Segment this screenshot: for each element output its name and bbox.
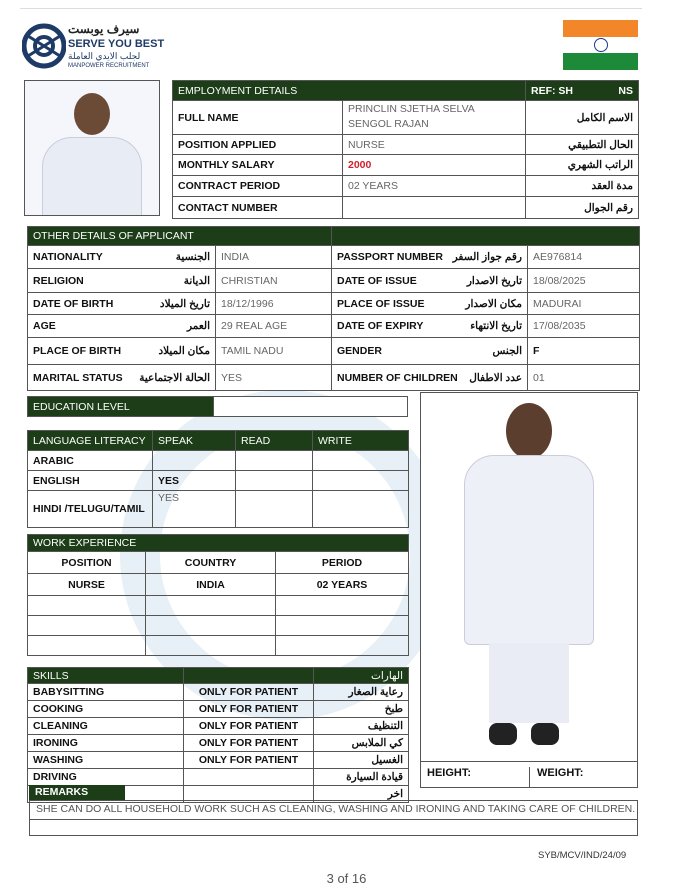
- full-name-arabic: الاسم الكامل: [526, 101, 639, 135]
- skill-name: IRONING: [28, 735, 184, 752]
- skill-value: ONLY FOR PATIENT: [184, 735, 314, 752]
- other-details-header: OTHER DETAILS OF APPLICANT: [28, 227, 332, 246]
- skill-row: [28, 735, 409, 752]
- skill-row: [28, 752, 409, 769]
- contact-label: CONTACT NUMBER: [173, 197, 343, 219]
- other-details-row: [28, 315, 640, 338]
- education-header: EDUCATION LEVEL: [28, 397, 214, 417]
- ref-label: REF: SH: [531, 84, 574, 97]
- write-value: [313, 491, 409, 528]
- field-value: MADURAI: [528, 293, 640, 315]
- field-value: F: [528, 338, 640, 365]
- language-name: ARABIC: [28, 451, 153, 471]
- field-value: YES: [216, 365, 332, 391]
- field-label: [28, 338, 216, 365]
- education-table: [27, 396, 408, 417]
- skill-name: COOKING: [28, 701, 184, 718]
- skill-row: [28, 684, 409, 701]
- field-label-ar: العمر: [186, 320, 210, 332]
- read-value: [236, 471, 313, 491]
- field-label-en: DATE OF ISSUE: [337, 274, 417, 287]
- contact-value: [343, 197, 526, 219]
- field-value: INDIA: [216, 246, 332, 269]
- field-value: 18/08/2025: [528, 269, 640, 293]
- work-header: WORK EXPERIENCE: [28, 535, 409, 552]
- skill-name: WASHING: [28, 752, 184, 769]
- logo-name: SERVE YOU BEST: [68, 38, 165, 50]
- skill-value: ONLY FOR PATIENT: [184, 718, 314, 735]
- skill-row: [28, 701, 409, 718]
- field-label-en: DATE OF EXPIRY: [337, 320, 424, 332]
- skill-arabic: قيادة السيارة: [314, 769, 409, 786]
- field-label-en: NATIONALITY: [33, 251, 103, 263]
- logo-sub: MANPOWER RECRUITMENT: [68, 63, 150, 69]
- period-col: PERIOD: [276, 552, 409, 574]
- field-value: 01: [528, 365, 640, 391]
- other-details-row: [28, 365, 640, 391]
- field-label: [28, 246, 216, 269]
- field-label-ar: الجنسية: [175, 251, 210, 263]
- education-value: [214, 397, 408, 417]
- field-label-en: PLACE OF BIRTH: [33, 345, 122, 357]
- field-label-ar: الحالة الاجتماعية: [139, 371, 210, 384]
- field-label-ar: تاريخ الانتهاء: [470, 320, 522, 332]
- position-arabic: الحال التطبيقي: [526, 135, 639, 155]
- skill-arabic: رعاية الصغار: [314, 684, 409, 701]
- write-value: [313, 471, 409, 491]
- other-details-table: [27, 226, 640, 391]
- contract-label: CONTRACT PERIOD: [173, 176, 343, 197]
- field-label-en: RELIGION: [33, 274, 84, 287]
- applicant-photo-full: [420, 392, 638, 788]
- work-position: NURSE: [28, 574, 146, 596]
- skill-value: ONLY FOR PATIENT: [184, 684, 314, 701]
- read-value: [236, 491, 313, 528]
- field-label-ar: تاريخ الاصدار: [466, 274, 522, 287]
- other-details-row: [28, 269, 640, 293]
- read-header: READ: [236, 431, 313, 451]
- language-name: HINDI /TELUGU/TAMIL: [28, 491, 153, 528]
- ref-suffix: NS: [618, 84, 634, 97]
- work-experience-table: [27, 534, 409, 656]
- skill-value: ONLY FOR PATIENT: [184, 752, 314, 769]
- speak-header: SPEAK: [153, 431, 236, 451]
- other-details-row: [28, 246, 640, 269]
- work-country: INDIA: [146, 574, 276, 596]
- field-label-en: PASSPORT NUMBER: [337, 251, 443, 263]
- write-value: [313, 451, 409, 471]
- field-label: [332, 315, 528, 338]
- skill-name: DRIVING: [28, 769, 184, 786]
- ref-cell: [526, 81, 639, 101]
- speak-value: YES: [153, 491, 236, 528]
- field-label: [28, 269, 216, 293]
- speak-value: YES: [153, 471, 236, 491]
- height-label: HEIGHT:: [427, 767, 530, 788]
- position-col: POSITION: [28, 552, 146, 574]
- skill-other-arabic: اخر: [314, 786, 409, 803]
- applicant-photo-small: [24, 80, 160, 216]
- skill-arabic: الغسيل: [314, 752, 409, 769]
- field-label-en: NUMBER OF CHILDREN: [337, 371, 458, 384]
- field-label-ar: مكان الميلاد: [158, 345, 210, 357]
- field-value: 17/08/2035: [528, 315, 640, 338]
- page-indicator: 3 of 16: [326, 871, 367, 886]
- field-label-en: PLACE OF ISSUE: [337, 297, 425, 310]
- field-label: [28, 315, 216, 338]
- weight-label: WEIGHT:: [537, 767, 584, 779]
- remarks-text: SHE CAN DO ALL HOUSEHOLD WORK SUCH AS CLEANING, WASHING AND IRONING AND TAKING CARE OF CHILDREN.: [29, 800, 638, 820]
- logo-arabic-sub: لجلب الايدي العاملة: [68, 51, 141, 61]
- skill-arabic: التنظيف: [314, 718, 409, 735]
- remarks-empty-row: [29, 819, 638, 836]
- skills-header-arabic: الهارات: [314, 668, 409, 684]
- employment-header: EMPLOYMENT DETAILS: [173, 81, 526, 101]
- skill-row: [28, 769, 409, 786]
- skill-arabic: طبخ: [314, 701, 409, 718]
- logo-arabic: سيرف يوبست: [68, 22, 140, 36]
- field-value: AE976814: [528, 246, 640, 269]
- field-value: 29 REAL AGE: [216, 315, 332, 338]
- field-value: TAMIL NADU: [216, 338, 332, 365]
- full-name-value: PRINCLIN SJETHA SELVA SENGOL RAJAN: [343, 101, 526, 135]
- salary-value: 2000: [343, 155, 526, 176]
- salary-arabic: الراتب الشهري: [526, 155, 639, 176]
- lang-header: LANGUAGE LITERACY: [28, 431, 153, 451]
- skill-name: CLEANING: [28, 718, 184, 735]
- field-label-ar: تاريخ الميلاد: [159, 297, 210, 310]
- position-value: NURSE: [343, 135, 526, 155]
- field-label: [332, 365, 528, 391]
- contract-arabic: مدة العقد: [526, 176, 639, 197]
- position-label: POSITION APPLIED: [173, 135, 343, 155]
- field-label-en: AGE: [33, 320, 56, 332]
- full-name-label: FULL NAME: [173, 101, 343, 135]
- skill-row: [28, 718, 409, 735]
- employment-details-table: [172, 80, 639, 219]
- skill-value: ONLY FOR PATIENT: [184, 701, 314, 718]
- field-label-ar: الديانة: [183, 274, 210, 287]
- skills-header: SKILLS: [28, 668, 184, 684]
- field-label-ar: عدد الاطفال: [469, 371, 522, 384]
- contract-value: 02 YEARS: [343, 176, 526, 197]
- field-label-en: GENDER: [337, 345, 382, 357]
- field-label: [28, 293, 216, 315]
- field-label: [332, 246, 528, 269]
- field-value: CHRISTIAN: [216, 269, 332, 293]
- field-label: [332, 293, 528, 315]
- field-label-ar: رقم جواز السفر: [452, 251, 522, 263]
- skill-name: BABYSITTING: [28, 684, 184, 701]
- field-label-ar: الجنس: [492, 345, 522, 357]
- field-label-en: MARITAL STATUS: [33, 371, 123, 384]
- company-logo: [22, 22, 177, 72]
- write-header: WRITE: [313, 431, 409, 451]
- field-label-en: DATE OF BIRTH: [33, 297, 114, 310]
- work-period: 02 YEARS: [276, 574, 409, 596]
- skills-table: [27, 667, 409, 803]
- language-name: ENGLISH: [28, 471, 153, 491]
- logo-emblem-icon: [22, 22, 66, 70]
- language-table: [27, 430, 409, 528]
- remarks-header: REMARKS: [29, 785, 125, 800]
- read-value: [236, 451, 313, 471]
- other-details-row: [28, 293, 640, 315]
- skill-arabic: كي الملابس: [314, 735, 409, 752]
- country-col: COUNTRY: [146, 552, 276, 574]
- field-value: 18/12/1996: [216, 293, 332, 315]
- india-flag-icon: [563, 20, 638, 70]
- field-label-ar: مكان الاصدار: [465, 297, 522, 310]
- document-code: SYB/MCV/IND/24/09: [538, 850, 627, 861]
- skill-value: [184, 769, 314, 786]
- field-label: [332, 338, 528, 365]
- field-label: [332, 269, 528, 293]
- speak-value: [153, 451, 236, 471]
- field-label: [28, 365, 216, 391]
- contact-arabic: رقم الجوال: [526, 197, 639, 219]
- salary-label: MONTHLY SALARY: [173, 155, 343, 176]
- other-details-row: [28, 338, 640, 365]
